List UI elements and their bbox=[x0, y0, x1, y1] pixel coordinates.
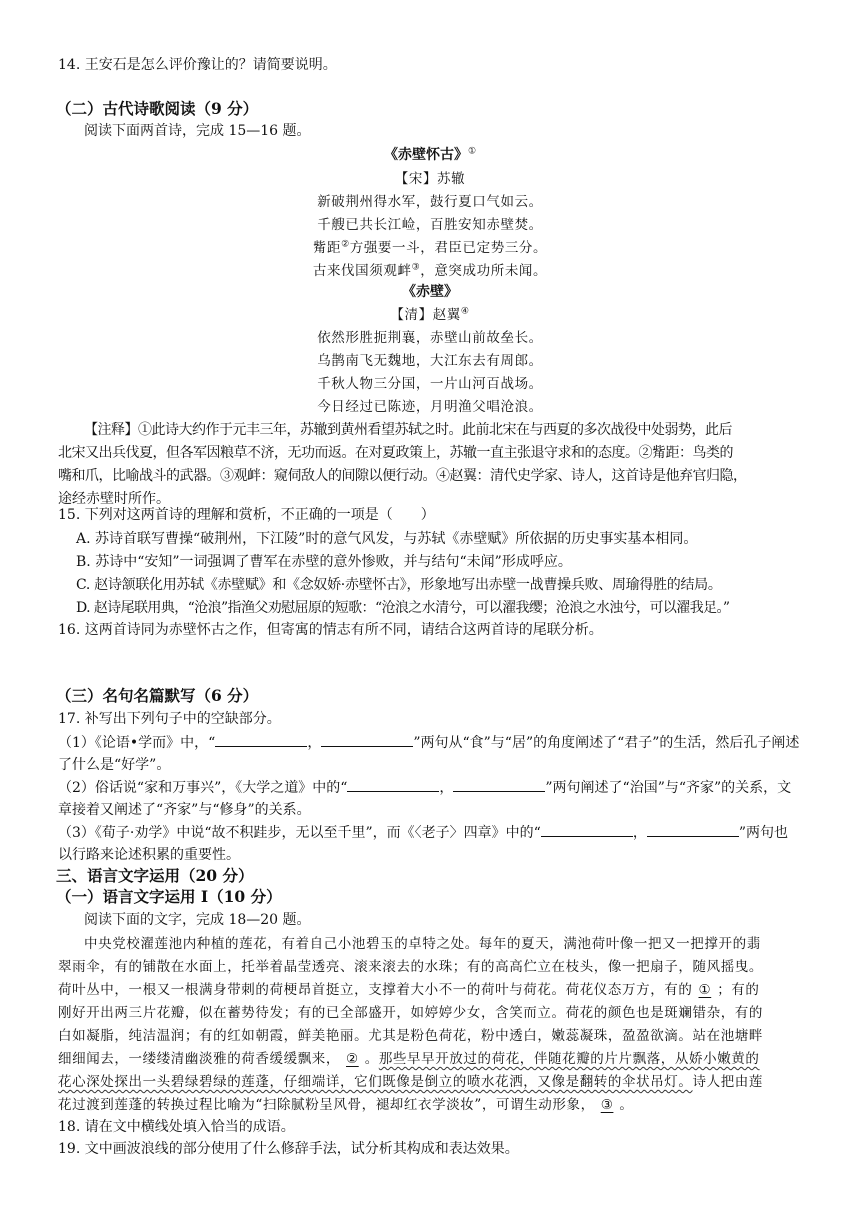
poem1-line-part: 方强要一斗，君臣已定势三分。 bbox=[349, 240, 548, 256]
passage-line: 刚好开出两三片花瓣，似在蓄势待发；有的已全部盛开，如婷婷少女，含笑而立。荷花的颜色也是斑斓错杂，有的 bbox=[58, 1005, 763, 1021]
question-17: 17. 补写出下列句子中的空缺部分。 bbox=[58, 711, 281, 727]
blank-number: ② bbox=[346, 1051, 359, 1067]
section-quotes-title: （三）名句名篇默写（6 分） bbox=[56, 686, 259, 705]
passage-text: 诗人把由莲 bbox=[692, 1074, 763, 1090]
passage-text: 。 bbox=[619, 1097, 634, 1113]
passage-text: 花过渡到莲蓬的转换过程比喻为“扫除腻粉呈风骨，褪却红衣学淡妆”，可谓生动形象， bbox=[58, 1097, 595, 1113]
section-poetry-title: （二）古代诗歌阅读（9 分） bbox=[56, 99, 259, 118]
poem1-title: 《赤壁怀古》 bbox=[383, 147, 468, 163]
poem1-note-mark: ① bbox=[467, 146, 477, 157]
passage-line bbox=[58, 980, 818, 1000]
blank-field[interactable] bbox=[693, 982, 718, 998]
passage-text: 细细闻去，一缕缕清幽淡雅的荷香缓缓飘来， bbox=[58, 1051, 340, 1067]
poem2-line: 乌鹊南飞无魏地，大江东去有周郎。 bbox=[317, 353, 543, 369]
poem1-line-part: ，意突成功所未闻。 bbox=[420, 263, 548, 279]
poem1-note-mark: ② bbox=[341, 239, 350, 250]
q17-text: （2）俗话说“家和万事兴”，《大学之道》中的“ bbox=[58, 780, 348, 796]
q17-text: ， bbox=[632, 825, 647, 841]
subsection-language-title: （一）语言文字运用 I（10 分） bbox=[56, 887, 282, 906]
notes-line: 嘴和爪，比喻战斗的武器。③观衅：窥伺敌人的间隙以便行动。④赵翼：清代史学家、诗人，这首诗是他弃官归隐， bbox=[58, 468, 747, 484]
passage-line bbox=[58, 1072, 818, 1092]
section-poetry-intro: 阅读下面两首诗，完成 15—16 题。 bbox=[84, 123, 311, 139]
blank-field[interactable] bbox=[347, 777, 439, 792]
poem1-author: 【宋】苏辙 bbox=[394, 171, 466, 187]
passage-line: 翠雨伞，有的铺散在水面上，托举着晶莹透亮、滚来滚去的水珠；有的高高伫立在枝头，像一把扇子，随风摇曳。 bbox=[58, 959, 763, 975]
q17-3-cont: 以行路来论述积累的重要性。 bbox=[58, 847, 240, 863]
q17-2-cont: 章接着又阐述了“齐家”与“修身”的关系。 bbox=[58, 802, 311, 818]
poem1-line-part: 古来伐国须观衅 bbox=[312, 263, 412, 279]
q17-text: ”两句阐述了“治国”与“齐家”的关系，文 bbox=[545, 780, 792, 796]
question-18: 18. 请在文中横线处填入恰当的成语。 bbox=[58, 1119, 295, 1135]
poem2-author: 【清】赵翼 bbox=[390, 307, 461, 323]
poem2-line: 依然形胜扼荆襄，赤壁山前故垒长。 bbox=[317, 330, 543, 346]
q15-option-a: A. 苏诗首联写曹操“破荆州，下江陵”时的意气风发，与苏轼《赤壁赋》所依据的历史事实基本相同。 bbox=[76, 531, 698, 547]
poem2-title: 《赤壁》 bbox=[402, 284, 458, 300]
q15-option-b: B. 苏诗中“安知”一词强调了曹军在赤壁的意外惨败，并与结句“未闻”形成呼应。 bbox=[76, 554, 572, 570]
blank-field[interactable] bbox=[340, 1051, 365, 1067]
q17-text: （3）《荀子·劝学》中说“故不积跬步，无以至千里”，而《〈老子〉四章》中的“ bbox=[58, 825, 541, 841]
notes-line: 途经赤壁时所作。 bbox=[58, 491, 170, 507]
q17-1-cont: 了什么是“好学”。 bbox=[58, 757, 171, 773]
q17-text: （1）《论语•学而》中，“ bbox=[58, 735, 216, 751]
passage-text: 。 bbox=[364, 1051, 379, 1067]
q17-text: ”两句也 bbox=[738, 825, 788, 841]
q15-option-d: D. 赵诗尾联用典，“沧浪”指渔父劝慰屈原的短歌：“沧浪之水清兮，可以濯我缨；沧浪之水浊兮，可以濯我足。” bbox=[76, 600, 730, 616]
part-language-title: 三、语言文字运用（20 分） bbox=[56, 866, 254, 885]
passage-line bbox=[58, 1095, 818, 1115]
poem1-line bbox=[0, 238, 860, 258]
q17-1-line bbox=[58, 732, 818, 753]
blank-field[interactable] bbox=[215, 732, 307, 747]
question-19: 19. 文中画波浪线的部分使用了什么修辞手法，试分析其构成和表达效果。 bbox=[58, 1141, 519, 1157]
q17-3-line bbox=[58, 822, 818, 843]
poem2-author-line bbox=[0, 305, 860, 325]
blank-field[interactable] bbox=[595, 1097, 620, 1113]
q17-text: ， bbox=[439, 780, 454, 796]
passage-text: ；有的 bbox=[717, 982, 760, 998]
passage-line bbox=[58, 1049, 818, 1069]
notes-line: 北宋又出兵伐夏，但各军因粮草不济，无功而返。在对夏政策上，苏辙一直主张退守求和的态度。②觜距：鸟类的 bbox=[58, 445, 733, 461]
poem2-note-mark: ④ bbox=[460, 306, 470, 317]
poem2-line: 千秋人物三分国，一片山河百战场。 bbox=[317, 376, 543, 392]
q17-2-line bbox=[58, 777, 818, 798]
q17-text: ， bbox=[307, 735, 322, 751]
poem1-line bbox=[0, 261, 860, 281]
poem1-note-mark: ③ bbox=[411, 262, 421, 273]
poem1-line: 新破荆州得水军，鼓行夏口气如云。 bbox=[317, 194, 543, 210]
blank-field[interactable] bbox=[647, 822, 739, 837]
poem1-line-part: 觜距 bbox=[312, 240, 342, 256]
blank-number: ① bbox=[698, 982, 712, 998]
poem1-title-line bbox=[0, 145, 860, 165]
wavy-underlined-text: 花心深处探出一头碧绿碧绿的莲蓬，仔细端详，它们既像是倒立的喷水花洒，又像是翻转的伞状吊灯。 bbox=[58, 1074, 693, 1090]
wavy-underlined-text: 那些早早开放过的荷花，伴随花瓣的片片飘落，从娇小嫩黄的 bbox=[378, 1051, 760, 1067]
question-15: 15. 下列对这两首诗的理解和赏析，不正确的一项是（ ） bbox=[58, 507, 435, 523]
q15-option-c: C. 赵诗颔联化用苏轼《赤壁赋》和《念奴娇·赤壁怀古》，形象地写出赤壁一战曹操兵败、周瑜得胜的结局。 bbox=[76, 577, 722, 593]
poem1-line: 千艘已共长江崄，百胜安知赤壁焚。 bbox=[317, 217, 543, 233]
blank-field[interactable] bbox=[321, 732, 413, 747]
notes-line: 【注释】①此诗大约作于元丰三年，苏辙到黄州看望苏轼之时。此前北宋在与西夏的多次战役中处弱势，此后 bbox=[84, 422, 732, 438]
poem2-line: 今日经过已陈迹，月明渔父唱沧浪。 bbox=[317, 399, 543, 415]
passage-line: 中央党校濯莲池内种植的莲花，有着自己小池碧玉的卓特之处。每年的夏天，满池荷叶像一把又一把撑开的翡 bbox=[84, 936, 761, 952]
question-16: 16. 这两首诗同为赤壁怀古之作，但寄寓的情志有所不同，请结合这两首诗的尾联分析。 bbox=[58, 622, 603, 638]
blank-field[interactable] bbox=[453, 777, 545, 792]
question-14: 14. 王安石是怎么评价豫让的？请简要说明。 bbox=[58, 57, 337, 73]
subsection-intro: 阅读下面的文字，完成 18—20 题。 bbox=[84, 912, 311, 928]
passage-text: 荷叶丛中，一根又一根满身带刺的荷梗昂首挺立，支撑着大小不一的荷叶与荷花。荷花仪态万方，有的 bbox=[58, 982, 693, 998]
q17-text: ”两句从“食”与“居”的角度阐述了“君子”的生活，然后孔子阐述 bbox=[413, 735, 800, 751]
blank-number: ③ bbox=[600, 1097, 614, 1113]
blank-field[interactable] bbox=[541, 822, 633, 837]
passage-line: 白如凝脂，纯洁温润；有的红如朝霞，鲜美艳丽。尤其是粉色荷花，粉中透白，嫩蕊凝珠，盈盈欲滴。站在池塘畔 bbox=[58, 1028, 763, 1044]
